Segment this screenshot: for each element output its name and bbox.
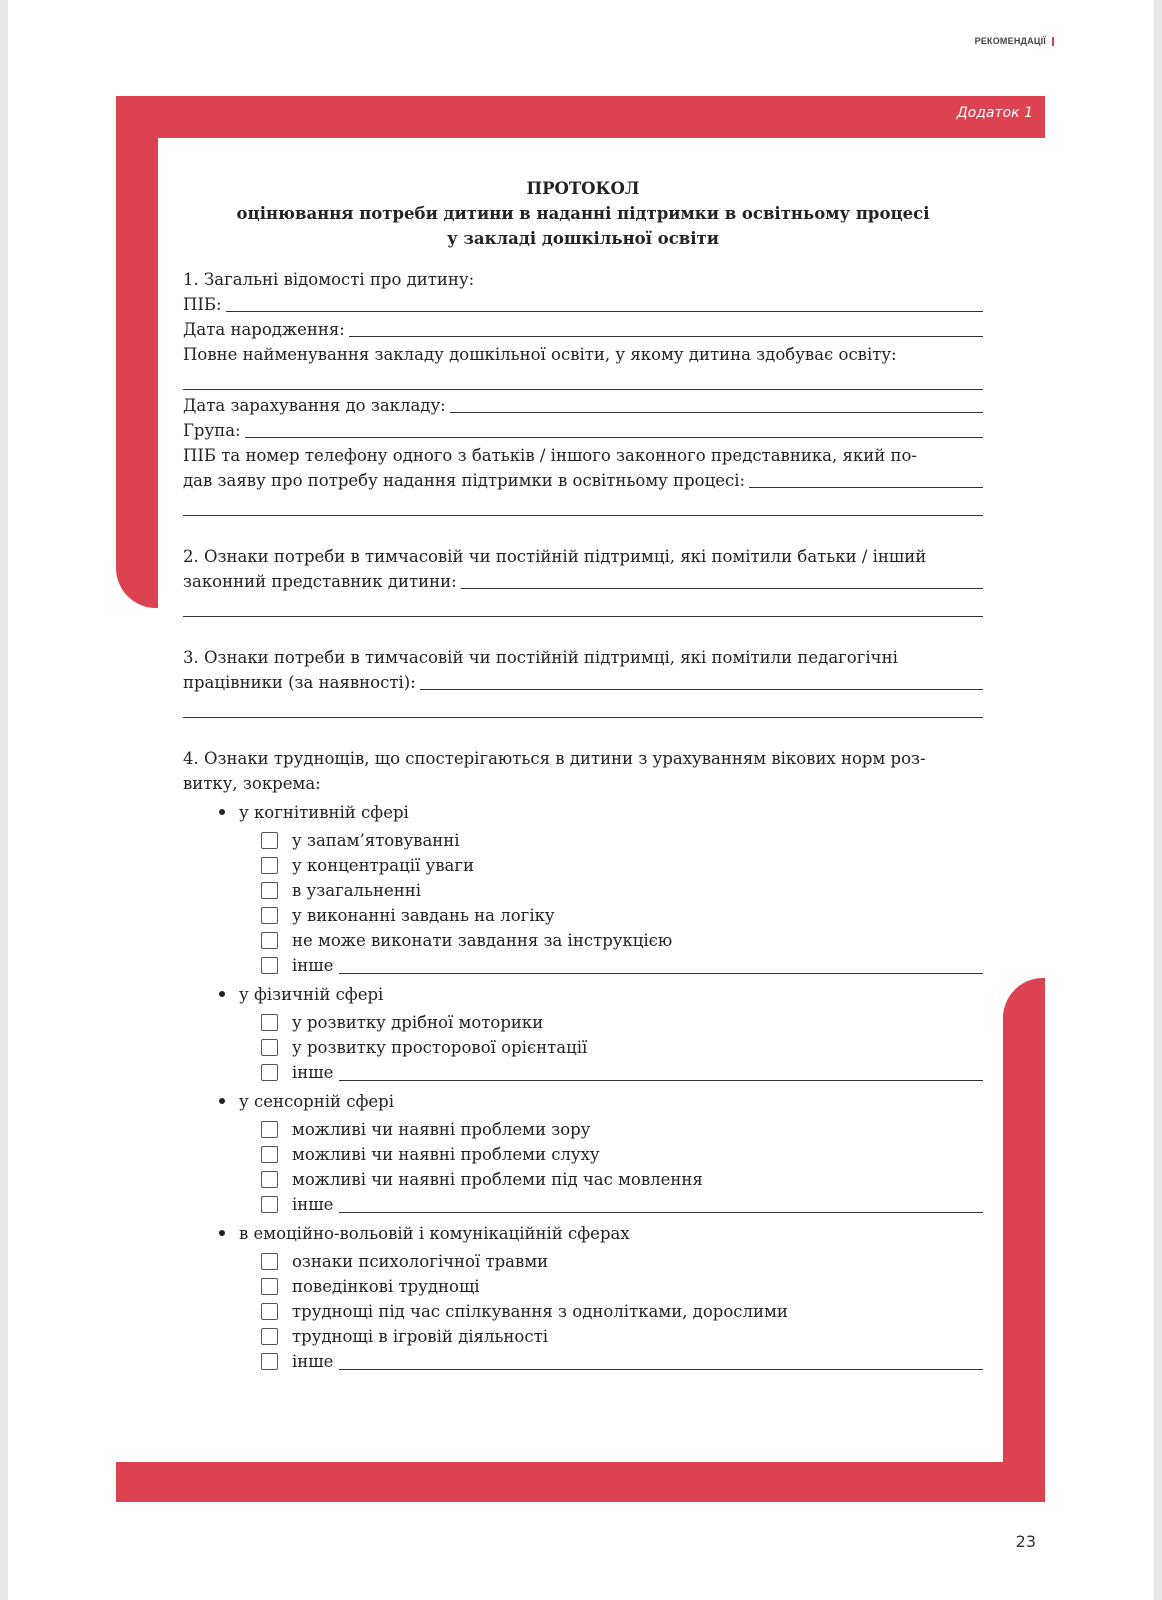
checkbox[interactable] — [261, 1253, 278, 1270]
checkbox-label: у концентрації уваги — [292, 856, 474, 875]
difficulty-groups — [183, 796, 983, 1374]
field-parent — [183, 468, 983, 493]
bullet-group-heading — [183, 1217, 983, 1249]
blank-line[interactable] — [749, 469, 983, 488]
blank-line[interactable] — [339, 1063, 983, 1081]
bullet-group-heading — [183, 1085, 983, 1117]
blank-line[interactable] — [339, 1195, 983, 1213]
blank-line[interactable] — [339, 1352, 983, 1370]
field-label: працівники (за наявності): — [183, 673, 416, 692]
left-accent-strip — [116, 138, 158, 608]
checkbox[interactable] — [261, 1014, 278, 1031]
checkbox-label: в узагальненні — [292, 881, 422, 900]
group-label: у фізичній сфері — [239, 984, 384, 1004]
checkbox[interactable] — [261, 932, 278, 949]
blank-line[interactable] — [183, 493, 983, 516]
checkbox[interactable] — [261, 1353, 278, 1370]
field-label: законний представник дитини: — [183, 572, 457, 591]
checkbox-item — [183, 1192, 983, 1217]
section-general-info — [183, 267, 983, 516]
checkbox-item — [183, 1142, 983, 1167]
group-label: у когнітивній сфері — [239, 802, 409, 822]
group-label: у сенсорній сфері — [239, 1091, 394, 1111]
checkbox[interactable] — [261, 1278, 278, 1295]
checkbox-label: інше — [292, 1352, 334, 1371]
field-birth-date — [183, 317, 983, 342]
title-line: оцінювання потреби дитини в наданні підтримки в освітньому процесі — [236, 204, 930, 223]
checkbox-label: у розвитку дрібної моторики — [292, 1013, 544, 1032]
right-accent-curve — [943, 1402, 1003, 1462]
bullet-group-heading — [183, 978, 983, 1010]
field-label: Дата народження: — [183, 320, 345, 339]
title-line: у закладі дошкільної освіти — [447, 229, 719, 248]
checkbox[interactable] — [261, 832, 278, 849]
section-text: витку, зокрема: — [183, 774, 321, 793]
checkbox-item — [183, 1117, 983, 1142]
checkbox[interactable] — [261, 882, 278, 899]
bullet-dot-icon — [219, 991, 225, 997]
protocol-content — [183, 176, 983, 1374]
checkbox[interactable] — [261, 1303, 278, 1320]
blank-line[interactable] — [183, 695, 983, 718]
checkbox-label: у виконанні завдань на логіку — [292, 906, 555, 925]
checkbox-label: можливі чи наявні проблеми під час мовлення — [292, 1170, 703, 1189]
blank-line[interactable] — [183, 367, 983, 390]
blank-line[interactable] — [349, 318, 983, 337]
blank-line[interactable] — [245, 419, 983, 438]
section-text: 4. Ознаки труднощів, що спостерігаються в дитини з урахуванням вікових норм роз- — [183, 749, 926, 768]
checkbox-label: у розвитку просторової орієнтації — [292, 1038, 588, 1057]
checkbox[interactable] — [261, 907, 278, 924]
header-marker — [1052, 37, 1054, 46]
checkbox-label: труднощі в ігровій діяльності — [292, 1327, 548, 1346]
group-label: в емоційно-вольовій і комунікаційній сферах — [239, 1223, 630, 1243]
blank-line[interactable] — [339, 956, 983, 974]
checkbox-item — [183, 1167, 983, 1192]
field-parent-label: ПІБ та номер телефону одного з батьків / іншого законного представника, який по- — [183, 446, 917, 465]
bullet-dot-icon — [219, 809, 225, 815]
right-accent-strip — [1003, 978, 1045, 1462]
checkbox-label: інше — [292, 1063, 334, 1082]
checkbox-label: у запам’ятовуванні — [292, 831, 460, 850]
checkbox-item — [183, 1349, 983, 1374]
addendum-label: Додаток 1 — [956, 105, 1033, 121]
checkbox-item — [183, 1060, 983, 1085]
blank-line[interactable] — [420, 671, 983, 690]
checkbox-item — [183, 1035, 983, 1060]
checkbox-item — [183, 1249, 983, 1274]
bullet-dot-icon — [219, 1098, 225, 1104]
field-label: Група: — [183, 421, 241, 440]
section-text: 3. Ознаки потреби в тимчасовій чи постійній підтримці, які помітили педагогічні — [183, 648, 898, 667]
checkbox[interactable] — [261, 957, 278, 974]
checkbox[interactable] — [261, 1171, 278, 1188]
blank-line[interactable] — [226, 293, 983, 312]
checkbox[interactable] — [261, 1064, 278, 1081]
field-enrollment-date — [183, 393, 983, 418]
checkbox-item — [183, 853, 983, 878]
checkbox-item — [183, 1299, 983, 1324]
checkbox-label: труднощі під час спілкування з однолітками, дорослими — [292, 1302, 788, 1321]
blank-line[interactable] — [450, 394, 983, 413]
checkbox-item — [183, 1274, 983, 1299]
field-pib — [183, 292, 983, 317]
checkbox[interactable] — [261, 1328, 278, 1345]
field-label: дав заяву про потребу надання підтримки в освітньому процесі: — [183, 471, 746, 490]
field-parent-signs — [183, 569, 983, 594]
section-teacher-signs — [183, 645, 983, 718]
field-institution-label: Повне найменування закладу дошкільної освіти, у якому дитина здобуває освіту: — [183, 345, 897, 364]
checkbox-label: можливі чи наявні проблеми слуху — [292, 1145, 600, 1164]
checkbox-label: інше — [292, 1195, 334, 1214]
section-heading: 1. Загальні відомості про дитину: — [183, 270, 475, 289]
bullet-dot-icon — [219, 1230, 225, 1236]
checkbox[interactable] — [261, 857, 278, 874]
checkbox-item — [183, 903, 983, 928]
checkbox-item — [183, 878, 983, 903]
blank-line[interactable] — [461, 570, 983, 589]
checkbox[interactable] — [261, 1196, 278, 1213]
checkbox-item — [183, 828, 983, 853]
section-parent-signs — [183, 544, 983, 617]
checkbox[interactable] — [261, 1146, 278, 1163]
section-difficulties — [183, 746, 983, 1374]
checkbox-label: ознаки психологічної травми — [292, 1252, 549, 1271]
bullet-group-heading — [183, 796, 983, 828]
checkbox-item — [183, 953, 983, 978]
title-line: ПРОТОКОЛ — [526, 179, 640, 198]
field-group — [183, 418, 983, 443]
running-header: РЕКОМЕНДАЦІЇ — [974, 36, 1046, 46]
checkbox-item — [183, 1010, 983, 1035]
blank-line[interactable] — [183, 594, 983, 617]
field-label: ПІБ: — [183, 295, 222, 314]
checkbox-label: не може виконати завдання за інструкцією — [292, 931, 673, 950]
section-text: 2. Ознаки потреби в тимчасовій чи постійній підтримці, які помітили батьки / інший — [183, 547, 927, 566]
page-number: 23 — [1015, 1532, 1036, 1551]
checkbox-item — [183, 928, 983, 953]
checkbox-item — [183, 1324, 983, 1349]
protocol-title — [183, 176, 983, 251]
checkbox-label: можливі чи наявні проблеми зору — [292, 1120, 591, 1139]
field-teacher-signs — [183, 670, 983, 695]
field-label: Дата зарахування до закладу: — [183, 396, 446, 415]
checkbox[interactable] — [261, 1039, 278, 1056]
checkbox-label: поведінкові труднощі — [292, 1277, 480, 1296]
checkbox-label: інше — [292, 956, 334, 975]
checkbox[interactable] — [261, 1121, 278, 1138]
